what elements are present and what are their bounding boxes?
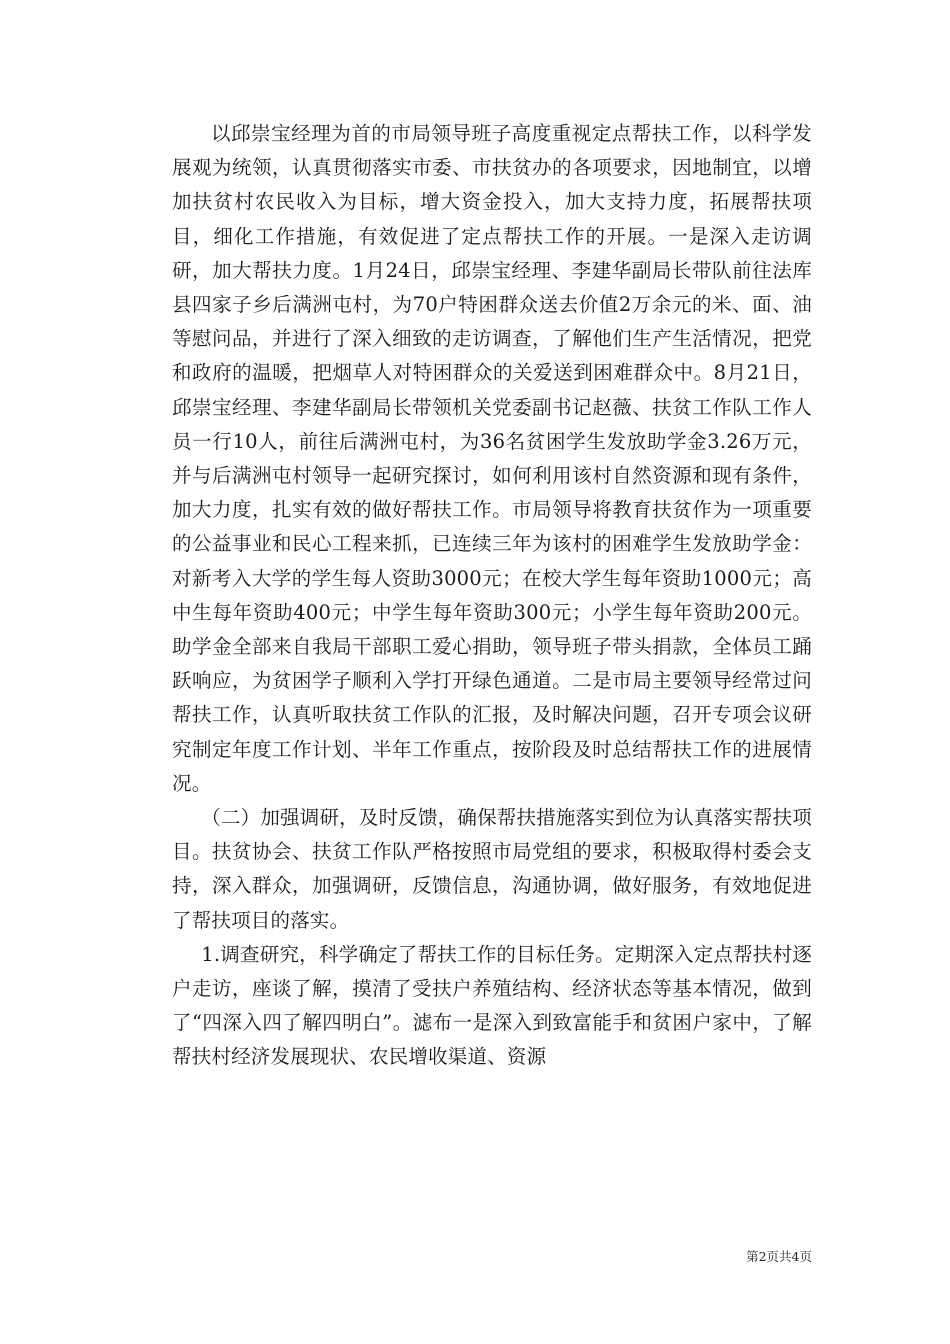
document-body <box>172 117 812 1075</box>
page-number-footer: 第2页共4页 <box>746 1249 812 1264</box>
paragraph-leadership-support: 以邱崇宝经理为首的市局领导班子高度重视定点帮扶工作，以科学发展观为统领，认真贯彻落实市委、市扶贫办的各项要求，因地制宜，以增加扶贫村农民收入为目标，增大资金投入，加大支持力度，拓展帮扶项目，细化工作措施，有效促进了定点帮扶工作的开展。一是深入走访调研，加大帮扶力度。1月24日，邱崇宝经理、李建华副局长带队前往法库县四家子乡后满洲屯村，为70户特困群众送去价值2万余元的米、面、油等慰问品，并进行了深入细致的走访调查，了解他们生产生活情况，把党和政府的温暖，把烟草人对特困群众的关爱送到困难群众中。8月21日，邱崇宝经理、李建华副局长带领机关党委副书记赵薇、扶贫工作队工作人员一行10人，前往后满洲屯村，为36名贫困学生发放助学金3.26万元，并与后满洲屯村领导一起研究探讨，如何利用该村自然资源和现有条件，加大力度，扎实有效的做好帮扶工作。市局领导将教育扶贫作为一项重要的公益事业和民心工程来抓，已连续三年为该村的困难学生发放助学金：对新考入大学的学生每人资助3000元；在校大学生每年资助1000元；高中生每年资助400元；中学生每年资助300元；小学生每年资助200元。助学金全部来自我局干部职工爱心捐助，领导班子带头捐款，全体员工踊跃响应，为贫困学子顺利入学打开绿色通道。二是市局主要领导经常过问帮扶工作，认真听取扶贫工作队的汇报，及时解决问题，召开专项会议研究制定年度工作计划、半年工作重点，按阶段及时总结帮扶工作的进展情况。 <box>172 122 812 795</box>
paragraph-section-two: （二）加强调研，及时反馈，确保帮扶措施落实到位为认真落实帮扶项目。扶贫协会、扶贫工作队严格按照市局党组的要求，积极取得村委会支持，深入群众，加强调研，反馈信息，沟通协调，做好服务，有效地促进了帮扶项目的落实。 <box>172 806 812 932</box>
paragraph-item-one: 1.调查研究，科学确定了帮扶工作的目标任务。定期深入定点帮扶村逐户走访，座谈了解，摸清了受扶户养殖结构、经济状态等基本情况，做到了“四深入四了解四明白”。滤布一是深入到致富能手和贫困户家中，了解帮扶村经济发展现状、农民增收渠道、资源 <box>172 942 812 1069</box>
